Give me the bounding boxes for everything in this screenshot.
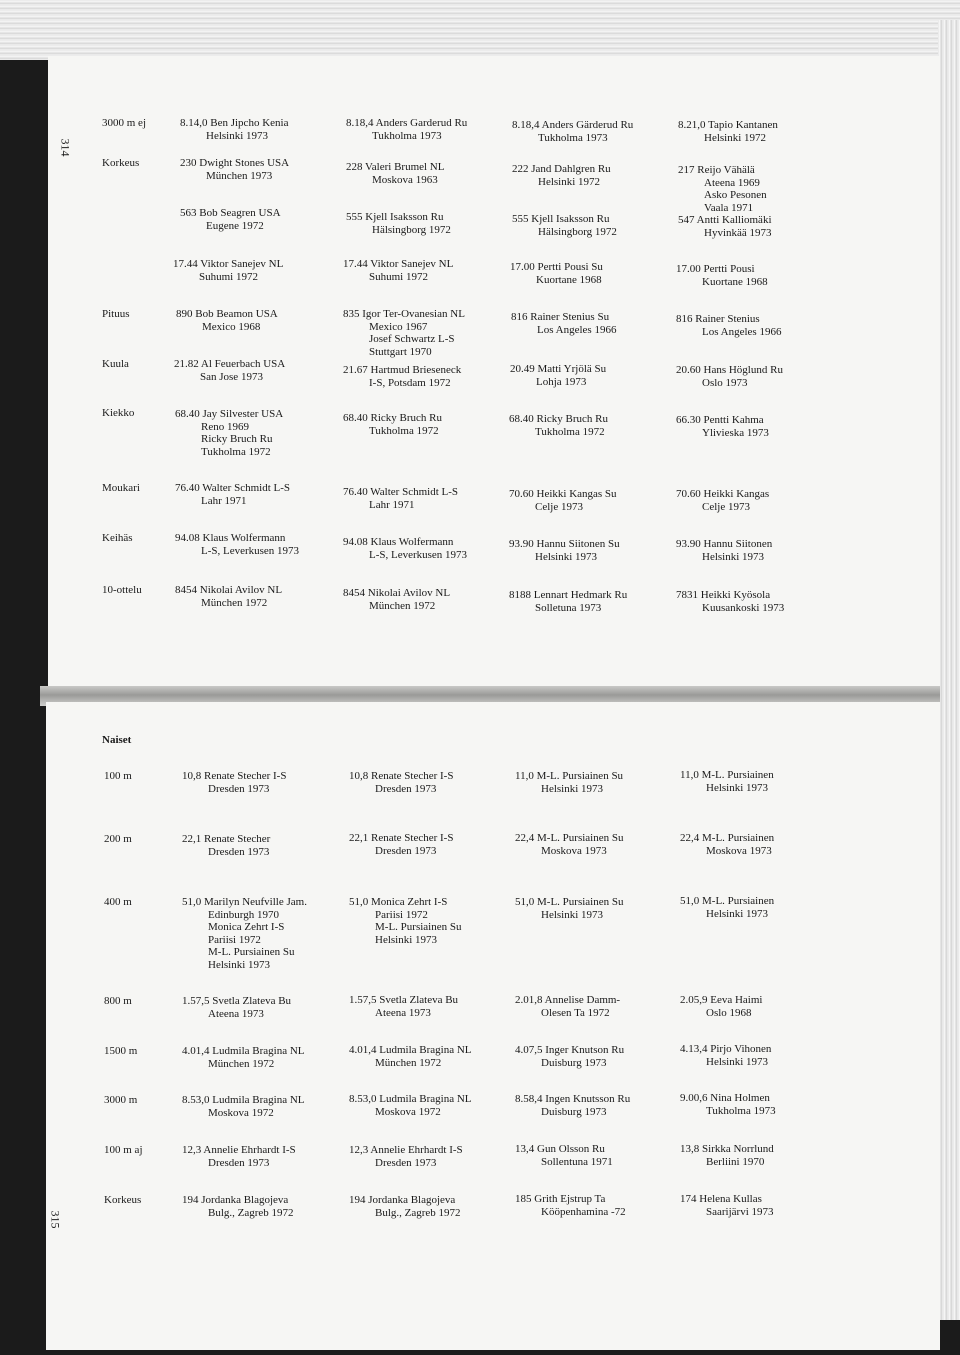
record-cell: [182, 1094, 305, 1119]
record-line: München 1973: [206, 169, 273, 182]
record-line: Tukholma 1973: [372, 129, 442, 142]
record-line: Kuusankoski 1973: [702, 601, 785, 614]
record-line: Moskova 1972: [375, 1105, 441, 1118]
record-line: 93.90 Hannu Siitonen Su: [509, 538, 620, 550]
record-line: [346, 199, 451, 212]
record-line: 11,0 M-L. Pursiainen: [680, 769, 774, 781]
event-label: 1500 m: [104, 1045, 138, 1057]
record-line: 76.40 Walter Schmidt L-S: [175, 482, 291, 494]
record-line: Helsinki 1973: [206, 129, 269, 142]
record-line: 8.18,4 Anders Gärderud Ru: [512, 119, 634, 131]
record-cell: [349, 896, 461, 946]
record-line: Helsinki 1972: [704, 131, 767, 144]
record-cell: [676, 414, 769, 439]
record-line: Bulg., Zagreb 1972: [375, 1206, 461, 1219]
record-line: 8.53,0 Ludmila Bragina NL: [182, 1094, 305, 1106]
record-line: Dresden 1973: [375, 782, 437, 795]
record-line: Solletuna 1973: [535, 601, 602, 614]
book-top-edge: [0, 0, 960, 60]
record-line: L-S, Leverkusen 1973: [201, 544, 300, 557]
record-line: 68.40 Ricky Bruch Ru: [509, 413, 608, 425]
record-line: 230 Dwight Stones USA: [180, 157, 290, 169]
record-line: Hälsingborg 1972: [372, 223, 451, 236]
record-line: 835 Igor Ter-Ovanesian NL: [343, 308, 465, 320]
record-cell: [176, 308, 278, 333]
record-cell: [512, 119, 633, 144]
record-line: Ricky Bruch Ru: [201, 433, 273, 445]
record-cell: [182, 896, 307, 971]
record-line: Kuortane 1968: [536, 273, 602, 286]
record-line: Dresden 1973: [208, 782, 270, 795]
record-line: Ateena 1969: [704, 176, 760, 189]
record-cell: [343, 412, 442, 437]
record-line: 17.44 Viktor Sanejev NL: [173, 258, 284, 270]
record-line: München 1972: [369, 599, 436, 612]
record-line: 51,0 Marilyn Neufville Jam.: [182, 896, 307, 908]
record-cell: [346, 161, 451, 236]
record-line: 4.07,5 Inger Knutson Ru: [515, 1044, 625, 1056]
record-line: L-S, Leverkusen 1973: [369, 548, 468, 561]
record-line: 4.13,4 Pirjo Vihonen: [680, 1043, 772, 1055]
record-line: 563 Bob Seagren USA: [180, 207, 281, 219]
record-cell: [349, 832, 453, 857]
record-cell: [509, 413, 608, 438]
record-line: Hyvinkää 1973: [704, 226, 772, 239]
record-cell: [182, 770, 286, 795]
record-line: Ateena 1973: [375, 1006, 431, 1019]
record-line: 555 Kjell Isaksson Ru: [346, 211, 444, 223]
record-line: Helsinki 1973: [706, 1055, 769, 1068]
event-label: 400 m: [104, 896, 132, 908]
record-line: Celje 1973: [535, 500, 583, 513]
record-line: Monica Zehrt I-S: [208, 921, 285, 933]
record-cell: [180, 117, 288, 142]
record-line: München 1972: [201, 596, 268, 609]
record-line: Ylivieska 1973: [702, 426, 769, 439]
record-cell: [349, 770, 453, 795]
record-line: [180, 182, 289, 195]
record-line: Duisburg 1973: [541, 1056, 607, 1069]
record-line: 7831 Heikki Kyösola: [676, 589, 771, 601]
record-line: Bulg., Zagreb 1972: [208, 1206, 294, 1219]
record-line: 8188 Lennart Hedmark Ru: [509, 589, 628, 601]
record-line: 21.67 Hartmud Brieseneck: [343, 364, 462, 376]
record-line: [346, 186, 451, 199]
record-line: 816 Rainer Stenius: [676, 313, 760, 325]
record-line: Tukholma 1973: [706, 1104, 776, 1117]
record-line: Moskova 1973: [706, 844, 772, 857]
record-line: Helsinki 1973: [541, 782, 604, 795]
event-label: Korkeus: [102, 157, 140, 169]
record-cell: [182, 995, 291, 1020]
record-cell: [175, 584, 282, 609]
record-line: 22,4 M-L. Pursiainen: [680, 832, 775, 844]
record-cell: [509, 488, 617, 513]
record-line: Edinburgh 1970: [208, 908, 279, 921]
record-line: M-L. Pursiainen Su: [375, 921, 462, 933]
record-line: Moskova 1972: [208, 1106, 274, 1119]
record-line: 94.08 Klaus Wolfermann: [175, 532, 286, 544]
record-cell: [676, 589, 784, 614]
record-line: 8.58,4 Ingen Knutsson Ru: [515, 1093, 631, 1105]
record-line: 68.40 Ricky Bruch Ru: [343, 412, 442, 424]
record-cell: [515, 994, 620, 1019]
record-cell: [680, 1043, 771, 1068]
event-label: Keihäs: [102, 532, 133, 544]
record-cell: [175, 408, 283, 458]
record-line: 93.90 Hannu Siitonen: [676, 538, 773, 550]
record-cell: [343, 486, 458, 511]
record-line: Helsinki 1973: [706, 781, 769, 794]
record-line: 890 Bob Beamon USA: [176, 308, 278, 320]
record-cell: [512, 163, 617, 238]
record-line: 555 Kjell Isaksson Ru: [512, 213, 610, 225]
record-cell: [182, 1194, 294, 1219]
record-line: 13,8 Sirkka Norrlund: [680, 1143, 774, 1155]
record-line: 4.01,4 Ludmila Bragina NL: [349, 1044, 472, 1056]
record-line: Helsinki 1973: [706, 907, 769, 920]
record-cell: [680, 1193, 774, 1218]
record-cell: [680, 1143, 774, 1168]
record-line: 13,4 Gun Olsson Ru: [515, 1143, 605, 1155]
record-cell: [680, 1092, 776, 1117]
record-line: 9.00,6 Nina Holmen: [680, 1092, 770, 1104]
record-line: Los Angeles 1966: [702, 325, 782, 338]
event-label: Pituus: [102, 308, 130, 320]
event-label: 100 m aj: [104, 1144, 143, 1156]
record-cell: [182, 833, 270, 858]
record-line: Berliini 1970: [706, 1155, 765, 1168]
record-line: Oslo 1968: [706, 1006, 752, 1019]
record-line: Los Angeles 1966: [537, 323, 617, 336]
record-line: München 1972: [208, 1057, 275, 1070]
record-line: 22,1 Renate Stecher I-S: [349, 832, 454, 844]
record-line: Lahr 1971: [369, 498, 415, 511]
record-line: 21.82 Al Feuerbach USA: [174, 358, 286, 370]
record-line: 17.00 Pertti Pousi: [676, 263, 755, 275]
record-cell: [515, 1193, 626, 1218]
record-cell: [343, 364, 461, 389]
record-line: Helsinki 1973: [541, 908, 604, 921]
record-line: Moskova 1973: [541, 844, 607, 857]
record-line: Celje 1973: [702, 500, 750, 513]
record-line: Moskova 1963: [372, 173, 438, 186]
record-line: San Jose 1973: [200, 370, 263, 383]
record-line: 17.00 Pertti Pousi Su: [510, 261, 603, 273]
record-cell: [180, 157, 289, 232]
record-line: [512, 188, 617, 201]
record-line: Tukholma 1973: [538, 131, 608, 144]
record-line: 70.60 Heikki Kangas Su: [509, 488, 617, 500]
record-line: 1.57,5 Svetla Zlateva Bu: [182, 995, 292, 1007]
record-line: Reno 1969: [201, 420, 249, 433]
record-line: 12,3 Annelie Ehrhardt I-S: [182, 1144, 296, 1156]
record-line: 228 Valeri Brumel NL: [346, 161, 445, 173]
record-line: 217 Reijo Vähälä: [678, 164, 755, 176]
record-line: Stuttgart 1970: [369, 345, 432, 358]
record-cell: [511, 311, 616, 336]
record-line: 70.60 Heikki Kangas: [676, 488, 770, 500]
record-line: 4.01,4 Ludmila Bragina NL: [182, 1045, 305, 1057]
record-line: [512, 201, 617, 214]
record-cell: [515, 832, 623, 857]
record-line: Suhumi 1972: [369, 270, 428, 283]
record-line: Oslo 1973: [702, 376, 748, 389]
record-line: Mexico 1967: [369, 320, 428, 333]
record-line: Tukholma 1972: [535, 425, 605, 438]
record-line: 2.01,8 Annelise Damm-: [515, 994, 621, 1006]
record-line: Dresden 1973: [375, 1156, 437, 1169]
record-line: 51,0 Monica Zehrt I-S: [349, 896, 448, 908]
record-cell: [515, 896, 623, 921]
record-cell: [175, 482, 290, 507]
record-line: Helsinki 1972: [538, 175, 601, 188]
record-cell: [173, 258, 283, 283]
record-cell: [676, 538, 772, 563]
record-line: Kööpenhamina -72: [541, 1205, 626, 1218]
record-line: [180, 195, 289, 208]
page-number-top: 314: [58, 138, 73, 157]
record-line: 10,8 Renate Stecher I-S: [349, 770, 454, 782]
record-line: Duisburg 1973: [541, 1105, 607, 1118]
record-line: Sollentuna 1971: [541, 1155, 613, 1168]
record-cell: [680, 832, 774, 857]
record-cell: [515, 1044, 624, 1069]
record-line: 51,0 M-L. Pursiainen: [680, 895, 775, 907]
record-line: Pariisi 1972: [208, 933, 261, 946]
record-line: I-S, Potsdam 1972: [369, 376, 451, 389]
record-line: 68.40 Jay Silvester USA: [175, 408, 284, 420]
record-line: Olesen Ta 1972: [541, 1006, 610, 1019]
record-line: 8454 Nikolai Avilov NL: [343, 587, 451, 599]
record-cell: [680, 769, 774, 794]
record-line: 10,8 Renate Stecher I-S: [182, 770, 287, 782]
record-cell: [678, 119, 778, 144]
record-cell: [510, 363, 606, 388]
record-cell: [349, 1144, 463, 1169]
record-cell: [676, 488, 769, 513]
record-line: 94.08 Klaus Wolfermann: [343, 536, 454, 548]
event-label: 3000 m ej: [102, 117, 146, 129]
record-line: Lahr 1971: [201, 494, 247, 507]
record-line: 51,0 M-L. Pursiainen Su: [515, 896, 624, 908]
record-line: 12,3 Annelie Ehrhardt I-S: [349, 1144, 463, 1156]
record-line: 8.14,0 Ben Jipcho Kenia: [180, 117, 289, 129]
record-line: 185 Grith Ejstrup Ta: [515, 1193, 606, 1205]
record-line: 22,1 Renate Stecher: [182, 833, 271, 845]
record-line: Helsinki 1973: [535, 550, 598, 563]
record-cell: [678, 164, 772, 239]
record-line: 174 Helena Kullas: [680, 1193, 762, 1205]
record-line: 22,4 M-L. Pursiainen Su: [515, 832, 624, 844]
event-label: Kiekko: [102, 407, 135, 419]
record-line: Dresden 1973: [375, 844, 437, 857]
record-cell: [182, 1045, 305, 1070]
record-line: 194 Jordanka Blagojeva: [182, 1194, 289, 1206]
record-cell: [509, 589, 627, 614]
record-cell: [346, 117, 467, 142]
record-cell: [174, 358, 285, 383]
record-cell: [343, 536, 467, 561]
record-line: Helsinki 1973: [375, 933, 438, 946]
record-line: Tukholma 1972: [369, 424, 439, 437]
record-line: M-L. Pursiainen Su: [208, 946, 295, 958]
record-line: Vaala 1971: [704, 201, 754, 214]
record-cell: [676, 263, 768, 288]
record-line: 8.53,0 Ludmila Bragina NL: [349, 1093, 472, 1105]
record-cell: [175, 532, 299, 557]
record-line: 8454 Nikolai Avilov NL: [175, 584, 283, 596]
record-line: Hälsingborg 1972: [538, 225, 617, 238]
record-line: 11,0 M-L. Pursiainen Su: [515, 770, 624, 782]
record-line: Helsinki 1973: [702, 550, 765, 563]
event-label: Moukari: [102, 482, 140, 494]
record-line: 816 Rainer Stenius Su: [511, 311, 610, 323]
record-cell: [349, 994, 458, 1019]
record-line: Tukholma 1972: [201, 445, 271, 458]
record-cell: [509, 538, 620, 563]
record-cell: [676, 364, 783, 389]
record-line: 194 Jordanka Blagojeva: [349, 1194, 456, 1206]
record-cell: [515, 1093, 630, 1118]
record-line: 76.40 Walter Schmidt L-S: [343, 486, 459, 498]
record-line: 1.57,5 Svetla Zlateva Bu: [349, 994, 459, 1006]
event-label: 200 m: [104, 833, 132, 845]
event-label: 800 m: [104, 995, 132, 1007]
record-line: 8.18,4 Anders Garderud Ru: [346, 117, 468, 129]
record-line: Dresden 1973: [208, 1156, 270, 1169]
record-line: 2.05,9 Eeva Haimi: [680, 994, 763, 1006]
record-line: Josef Schwartz L-S: [369, 333, 455, 345]
record-cell: [680, 895, 774, 920]
record-line: Lohja 1973: [536, 375, 587, 388]
record-cell: [510, 261, 603, 286]
record-cell: [343, 258, 453, 283]
record-line: 20.60 Hans Höglund Ru: [676, 364, 783, 376]
record-line: 17.44 Viktor Sanejev NL: [343, 258, 454, 270]
event-label: 10-ottelu: [102, 584, 142, 596]
record-line: 222 Jand Dahlgren Ru: [512, 163, 611, 175]
section-title-women: Naiset: [102, 734, 132, 746]
event-label: 3000 m: [104, 1094, 138, 1106]
record-cell: [182, 1144, 296, 1169]
record-line: München 1972: [375, 1056, 442, 1069]
record-line: Kuortane 1968: [702, 275, 768, 288]
record-cell: [680, 994, 762, 1019]
record-line: 20.49 Matti Yrjölä Su: [510, 363, 607, 375]
record-cell: [349, 1044, 472, 1069]
record-cell: [349, 1194, 461, 1219]
record-line: 66.30 Pentti Kahma: [676, 414, 764, 426]
event-label: 100 m: [104, 770, 132, 782]
record-cell: [343, 308, 465, 358]
record-line: Asko Pesonen: [704, 189, 767, 201]
record-cell: [515, 770, 623, 795]
record-line: Mexico 1968: [202, 320, 261, 333]
record-line: Helsinki 1973: [208, 958, 271, 971]
record-line: Suhumi 1972: [199, 270, 258, 283]
record-line: 547 Antti Kalliomäki: [678, 214, 772, 226]
record-line: Dresden 1973: [208, 845, 270, 858]
record-cell: [515, 1143, 613, 1168]
record-line: Saarijärvi 1973: [706, 1205, 774, 1218]
book-right-edge: [938, 20, 960, 1320]
event-label: Kuula: [102, 358, 129, 370]
record-cell: [676, 313, 781, 338]
record-line: 8.21,0 Tapio Kantanen: [678, 119, 778, 131]
event-label: Korkeus: [104, 1194, 142, 1206]
record-line: Eugene 1972: [206, 219, 264, 232]
record-cell: [343, 587, 450, 612]
page-315: [46, 702, 940, 1350]
record-line: Ateena 1973: [208, 1007, 264, 1020]
page-number-bottom: 315: [48, 1210, 63, 1229]
record-cell: [349, 1093, 472, 1118]
record-line: Pariisi 1972: [375, 908, 428, 921]
